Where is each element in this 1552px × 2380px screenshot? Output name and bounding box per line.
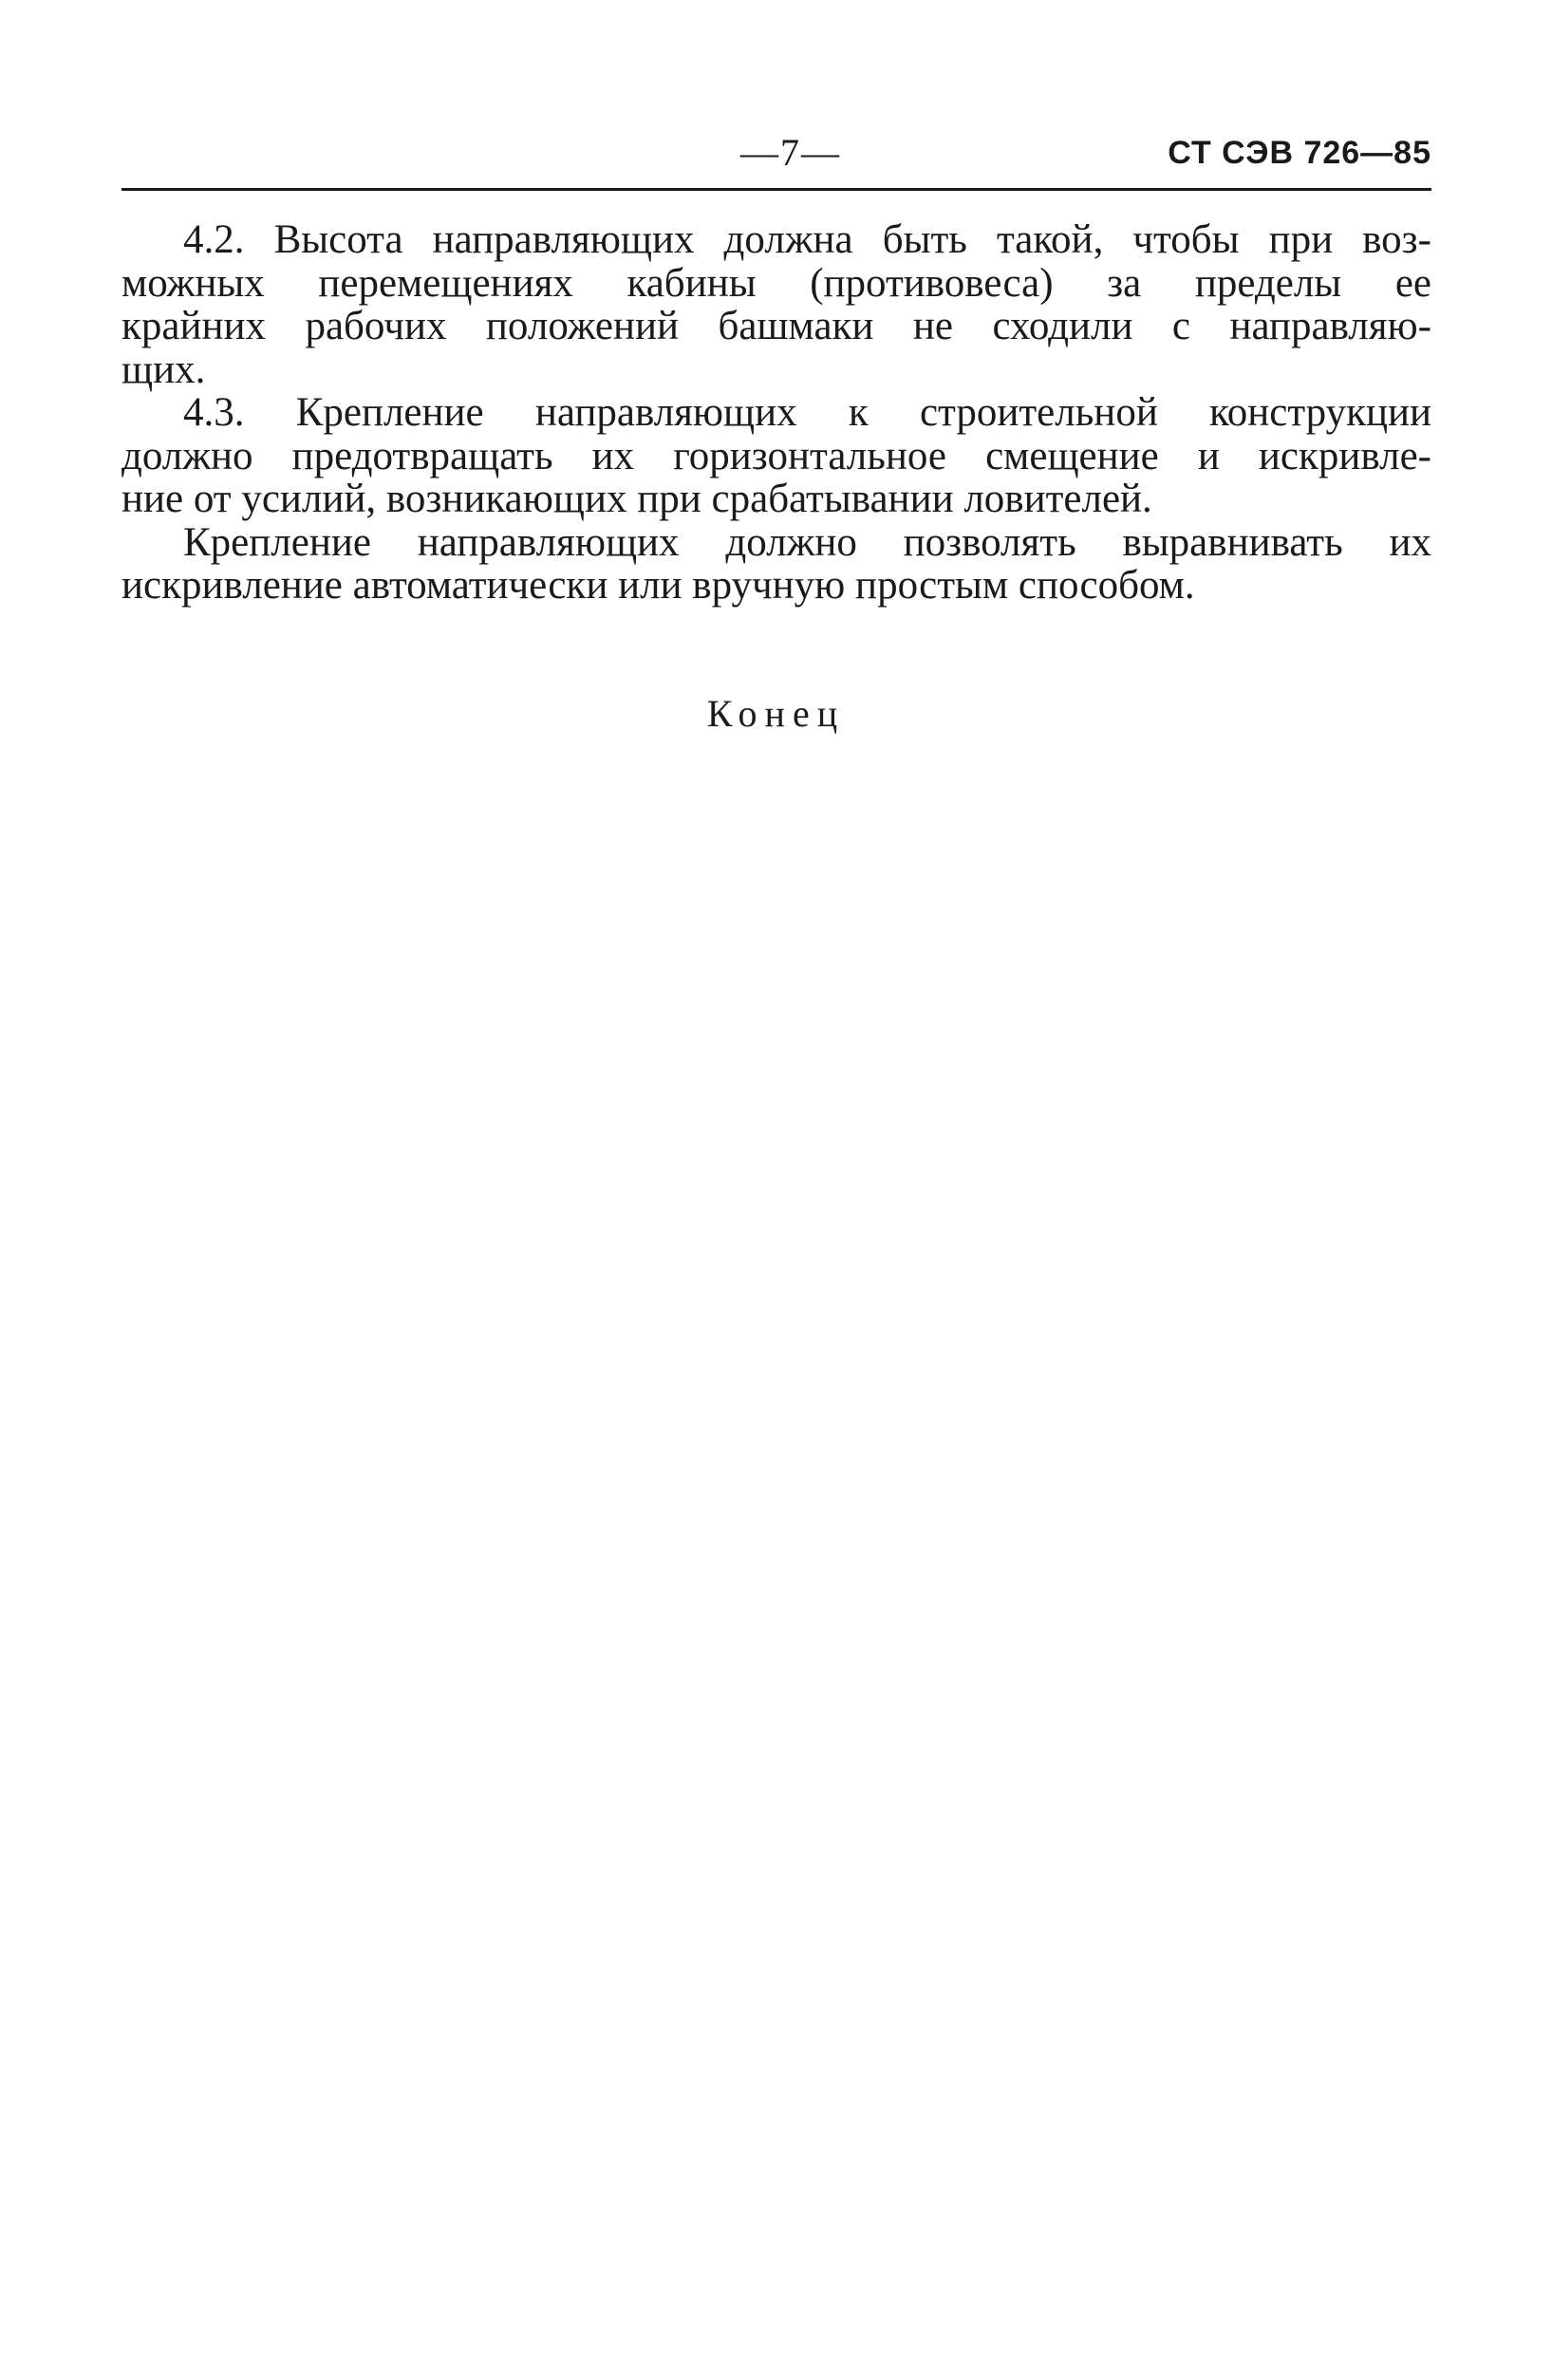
text-line: 4.2. Высота направляющих должна быть такой, чтобы при воз- <box>183 217 1431 262</box>
paragraph-4-3 <box>122 391 1431 521</box>
text-line: 4.3. Крепление направляющих к строительной конструкции <box>183 390 1431 435</box>
standard-code: СТ СЭВ 726—85 <box>1168 135 1431 171</box>
document-body <box>122 218 1431 608</box>
text-line: искривление автоматически или вручную простым способом. <box>122 563 1195 608</box>
text-line: можных перемещениях кабины (противовеса) за пределы ее <box>122 260 1431 306</box>
header-divider <box>122 188 1431 191</box>
paragraph-fastening <box>122 521 1431 608</box>
text-line: крайних рабочих положений башмаки не сходили с направляю- <box>122 304 1431 348</box>
text-line: щих. <box>122 347 206 392</box>
paragraph-4-2 <box>122 218 1431 391</box>
page-number: —7— <box>740 131 841 174</box>
end-mark: Конец <box>706 692 846 735</box>
text-line: Крепление направляющих должно позволять выравнивать их <box>183 519 1431 565</box>
text-line: должно предотвращать их горизонтальное смещение и искривле- <box>122 433 1431 478</box>
page-header <box>122 133 1431 173</box>
text-line: ние от усилий, возникающих при срабатывании ловителей. <box>122 477 1152 521</box>
